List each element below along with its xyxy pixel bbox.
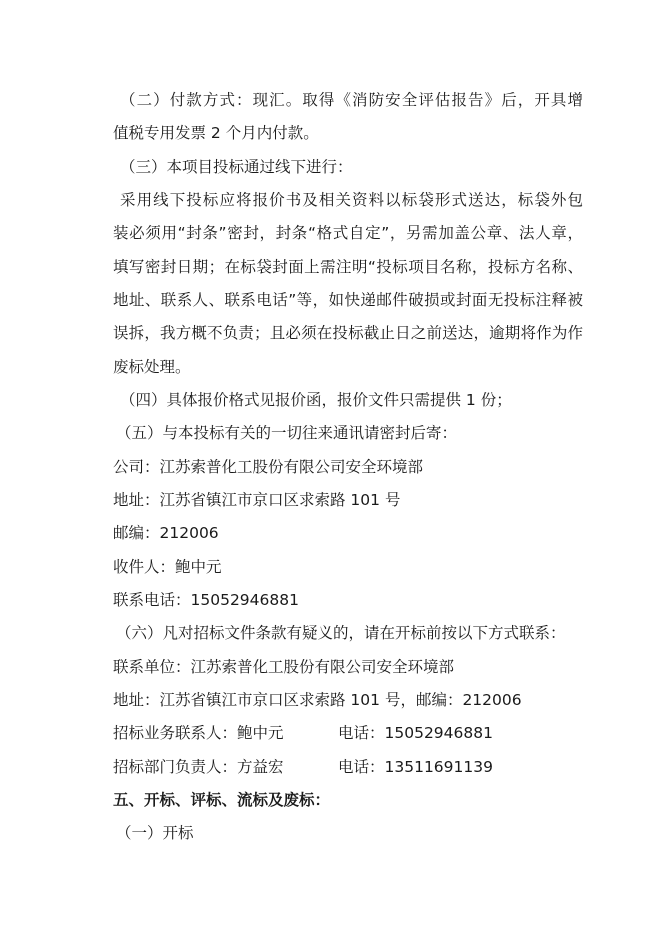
section-5-title: 五、开标、评标、流标及废标： [113,791,331,809]
inquiry-heading: （六）凡对招标文件条款有疑义的，请在开标前按以下方式联系： [116,624,566,642]
offline-line: 装必须用“封条”密封，封条“格式自定”，另需加盖公章、法人章， [113,224,583,242]
offline-heading: （三）本项目投标通过线下进行： [120,158,353,176]
mail-company: 公司：江苏索普化工股份有限公司安全环境部 [113,458,424,476]
contact-name: 招标部门负责人：方益宏 [113,758,284,776]
contact-name: 招标业务联系人：鲍中元 [113,724,284,742]
contact-phone: 电话：13511691139 [338,758,493,776]
offline-line: 填写密封日期；在标袋封面上需注明“投标项目名称，投标方名称、 [113,258,583,276]
inquiry-contact-1 [113,723,583,743]
mail-recipient: 收件人：鲍中元 [113,558,222,576]
mail-heading: （五）与本投标有关的一切往来通讯请密封后寄： [116,424,458,442]
inquiry-contact-2 [113,757,583,777]
inquiry-unit: 联系单位：江苏索普化工股份有限公司安全环境部 [113,658,455,676]
section-5-subheading: （一）开标 [116,824,194,842]
inquiry-address: 地址：江苏省镇江市京口区求索路 101 号，邮编：212006 [113,691,522,709]
payment-line-2: 值税专用发票 2 个月内付款。 [113,124,319,142]
offline-line: 废标处理。 [113,358,191,376]
contact-phone: 电话：15052946881 [338,724,493,742]
offline-line: 误拆，我方概不负责；且必须在投标截止日之前送达，逾期将作为作 [113,324,583,342]
offline-line: 地址、联系人、联系电话”等，如快递邮件破损或封面无投标注释被 [113,291,583,309]
mail-phone: 联系电话：15052946881 [113,591,299,609]
mail-address: 地址：江苏省镇江市京口区求索路 101 号 [113,491,401,509]
offline-line: 采用线下投标应将报价书及相关资料以标袋形式送达，标袋外包 [120,191,583,209]
mail-postcode: 邮编：212006 [113,524,219,542]
payment-line-1: （二）付款方式：现汇。取得《消防安全评估报告》后，开具增 [120,91,583,109]
quote-format: （四）具体报价格式见报价函，报价文件只需提供 1 份； [120,391,512,409]
